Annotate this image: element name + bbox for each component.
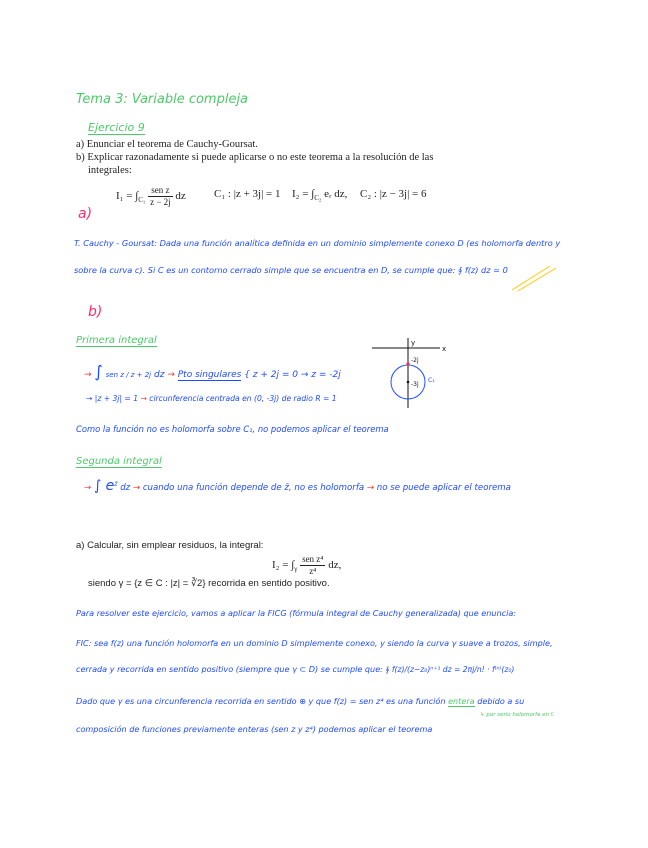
exercise2-fic2 bbox=[76, 664, 514, 674]
first-dz: dz bbox=[154, 370, 165, 380]
c2-definition: C₂ : |z − 3j| = 6 bbox=[360, 188, 427, 200]
center-point bbox=[407, 381, 410, 384]
statement-b-line2: integrales: bbox=[88, 165, 132, 176]
i2-sub: C₂ bbox=[314, 194, 322, 203]
para2-entera: entera bbox=[448, 696, 475, 706]
exercise2-fic1: FIC: sea f(z) una función holomorfa en un dominio D simplemente conexo, y siendo la curva γ suave a trozos, simple, bbox=[76, 638, 553, 648]
e2-denominator: z⁴ bbox=[309, 566, 317, 576]
fic2-text: cerrada y recorrida en sentido positivo (siempre que γ ⊂ D) se cumple que: bbox=[76, 664, 383, 674]
integral-exp: ∫ e bbox=[93, 478, 115, 494]
pt-top-label: -2j bbox=[411, 357, 419, 364]
first-fraction: sen z / z + 2j bbox=[105, 371, 152, 379]
bullet-arrow-icon: → bbox=[84, 483, 92, 493]
e2-numerator: sen z⁴ bbox=[302, 554, 324, 564]
page-title: Tema 3: Variable compleja bbox=[76, 92, 249, 107]
pt-center-label: -3j bbox=[411, 381, 419, 388]
i2-lhs: I₂ = ∫ bbox=[292, 188, 315, 200]
arrow-right-icon: → bbox=[366, 483, 375, 493]
para2-text: Dado que γ es una circunferencia recorrida en sentido ⊕ y que f(z) = sen z⁴ es una función bbox=[76, 696, 446, 706]
statement-a: a) Enunciar el teorema de Cauchy-Goursat. bbox=[76, 139, 258, 150]
second-dz: dz bbox=[120, 483, 131, 493]
arrow-right-icon: → bbox=[140, 394, 147, 403]
arrow-right-icon: → bbox=[132, 483, 141, 493]
second-integral-line bbox=[84, 478, 511, 494]
highlight-marks bbox=[510, 262, 558, 292]
c1-definition: C₁ : |z + 3j| = 1 bbox=[214, 188, 281, 200]
part-a-label: a) bbox=[78, 206, 93, 222]
integral-i2 bbox=[292, 188, 347, 202]
para2-tail: debido a su bbox=[477, 696, 525, 706]
integral-i1 bbox=[116, 185, 186, 208]
e2-fraction bbox=[300, 554, 325, 577]
first-integral-line1 bbox=[84, 362, 341, 381]
y-label: y bbox=[411, 339, 416, 347]
exercise2-para1: Para resolver este ejercicio, vamos a aplicar la FICG (fórmula integral de Cauchy generalizada) que enuncia: bbox=[76, 608, 517, 618]
arrow-right-icon: → bbox=[167, 370, 175, 380]
integral-sign: ∫ bbox=[94, 362, 103, 381]
i1-numerator: sen z bbox=[148, 185, 173, 197]
e2-dz: dz, bbox=[328, 559, 342, 572]
second-mid: cuando una función depende de z̄, no es holomorfa bbox=[142, 483, 365, 493]
exercise2-statement: a) Calcular, sin emplear residuos, la integral: bbox=[76, 540, 264, 551]
curve-condition: → |z + 3j| = 1 bbox=[86, 394, 139, 403]
e2-sub: γ bbox=[294, 565, 298, 574]
curve-label: C₁ bbox=[428, 377, 435, 384]
singular-point bbox=[406, 362, 409, 365]
first-integral-heading: Primera integral bbox=[76, 335, 157, 346]
i1-dz: dz bbox=[175, 190, 186, 203]
exercise2-para3: composición de funciones previamente enteras (sen z y z⁴) podemos aplicar el teorema bbox=[76, 724, 433, 734]
i2-body: eᵣ dz, bbox=[324, 188, 348, 200]
e2-lhs: I₂ = ∫ bbox=[272, 559, 295, 572]
part-a-line1: T. Cauchy - Goursat: Dada una función analítica definida en un dominio simplemente conexo D (es holomorfa dentro y bbox=[74, 238, 561, 248]
part-b-label: b) bbox=[88, 304, 103, 320]
i1-sub: C₁ bbox=[138, 196, 146, 205]
second-end: no se puede aplicar el teorema bbox=[376, 483, 511, 493]
circumference-desc: circunferencia centrada en (0, -3j) de radio R = 1 bbox=[149, 394, 337, 403]
x-label: x bbox=[442, 345, 447, 353]
exercise-label: Ejercicio 9 bbox=[88, 121, 145, 134]
part-a-line2: sobre la curva c). Si C es un contorno cerrado simple que se encuentra en D, se cumple que: ∮ f(z) dz = 0 bbox=[74, 265, 508, 275]
bullet-arrow-icon: → bbox=[84, 370, 92, 380]
i1-fraction bbox=[148, 185, 173, 208]
complex-plane-diagram bbox=[370, 336, 450, 410]
singular-points-link: Pto singulares bbox=[177, 370, 242, 380]
exercise2-para2 bbox=[76, 696, 524, 706]
exercise2-note: ↳ por serlo holomorfa en ℂ bbox=[480, 712, 555, 718]
first-integral-conclusion: Como la función no es holomorfa sobre C₁, no podemos aplicar el teorema bbox=[76, 424, 389, 434]
fic2-formula: ∮ f(z)/(z−z₀)ⁿ⁺¹ dz = 2πj/n! · f⁽ⁿ⁾(z₀) bbox=[385, 665, 515, 674]
exercise2-integral bbox=[272, 554, 341, 577]
i1-denominator: z − 2j bbox=[150, 197, 171, 207]
conj-sup: z̄ bbox=[114, 481, 118, 489]
exercise2-condition: siendo γ = {z ∈ C : |z| = ∛2} recorrida en sentido positivo. bbox=[88, 578, 330, 589]
second-integral-heading: Segunda integral bbox=[76, 456, 162, 467]
first-integral-line2 bbox=[86, 394, 337, 403]
i1-lhs: I₁ = ∫ bbox=[116, 190, 139, 203]
singular-points-rest: { z + 2j = 0 → z = -2j bbox=[244, 370, 341, 380]
statement-b-line1: b) Explicar razonadamente si puede aplicarse o no este teorema a la resolución de las bbox=[76, 152, 434, 163]
